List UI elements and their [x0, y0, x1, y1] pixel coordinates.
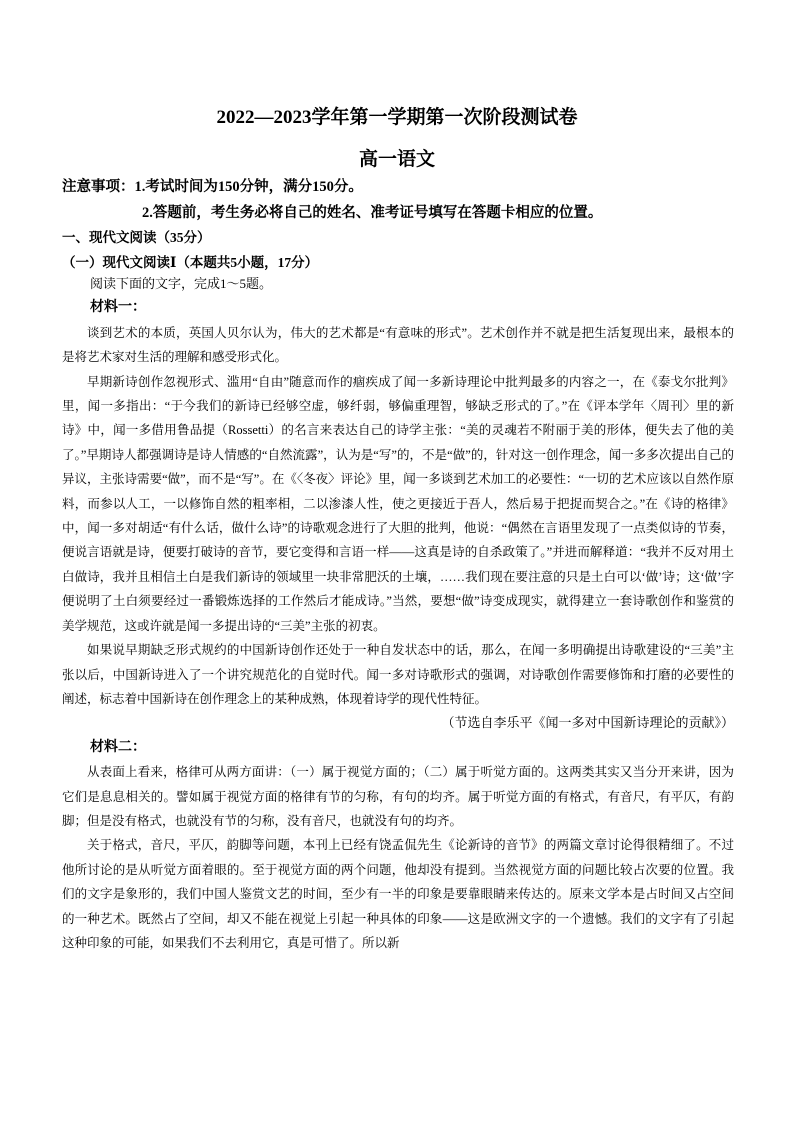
material-2-paragraph: 从表面上看来，格律可从两方面讲：（一）属于视觉方面的；（二）属于听觉方面的。这两类其实又当分开来讲，因为它们是息息相关的。譬如属于视觉方面的格律有节的匀称，有句的均齐。属于听觉方面的有格式，有音尺，有平仄，有韵脚；但是没有格式，也就没有节的匀称，没有音尺，也就没有句的均齐。 [62, 765, 734, 828]
reading-instruction: 阅读下面的文字，完成1～5题。 [90, 276, 273, 291]
notes-line-1: 注意事项：1.考试时间为150分钟，满分150分。 [62, 179, 363, 195]
material-1-label: 材料一： [90, 300, 146, 316]
reading-body [62, 272, 734, 955]
material-1-paragraph: 如果说早期缺乏形式规约的中国新诗创作还处于一种自发状态中的话，那么，在闻一多明确提出诗歌建设的“三美”主张以后，中国新诗进入了一个讲究规范化的自觉时代。闻一多对诗歌形式的强调，对诗歌创作需要修饰和打磨的必要性的阐述，标志着中国新诗在创作理念上的某种成熟，体现着诗学的现代性特征。 [62, 643, 734, 706]
material-1-paragraph: 谈到艺术的本质，英国人贝尔认为，伟大的艺术都是“有意味的形式”。艺术创作并不就是把生活复现出来，最根本的是将艺术家对生活的理解和感受形式化。 [62, 325, 734, 365]
section-heading: 一、现代文阅读（35分） [62, 230, 211, 245]
material-1-paragraph: 早期新诗创作忽视形式、滥用“自由”随意而作的痼疾成了闻一多新诗理论中批判最多的内容之一，在《泰戈尔批判》里，闻一多指出：“于今我们的新诗已经够空虚，够纤弱，够偏重理智，够缺乏形式的了。”在《评本学年〈周刊〉里的新诗》中，闻一多借用鲁品提（Rossetti）的名言来表达自己的诗学主张：“美的灵魂若不附丽于美的形体，便失去了他的美了。”早期诗人都强调诗是诗人情感的“自然流露”，认为是“写”的，不是“做”的，针对这一创作理念，闻一多多次提出自己的异议，主张诗需要“做”，而不是“写”。在《〈冬夜〉评论》里，闻一多谈到艺术加工的必要性：“一切的艺术应该以自然作原料，而参以人工，一以修饰自然的粗率相，二以渗漆人性，使之更接近于吾人，然后易于把捉而契合之。”在《诗的格律》中，闻一多对胡适“有什么话，做什么诗”的诗歌观念进行了大胆的批判，他说：“偶然在言语里发现了一点类似诗的节奏，便说言语就是诗，便要打破诗的音节，要它变得和言语一样——这真是诗的自杀政策了。”并进而解释道：“我并不反对用土白做诗，我并且相信土白是我们新诗的领域里一块非常肥沃的土壤，……我们现在要注意的只是土白可以‘做’诗；这‘做’字便说明了土白须要经过一番锻炼选择的工作然后才能成诗。”当然，要想“做”诗变成现实，就得建立一套诗歌创作和鉴赏的美学规范，这或许就是闻一多提出诗的“三美”主张的初衷。 [62, 374, 734, 633]
notes-line-2: 2.答题前，考生务必将自己的姓名、准考证号填写在答题卡相应的位置。 [142, 205, 603, 221]
subject-title: 高一语文 [358, 149, 435, 170]
material-2-paragraph: 关于格式，音尺，平仄，韵脚等问题，本刊上已经有饶孟侃先生《论新诗的音节》的两篇文章讨论得很精细了。不过他所讨论的是从听觉方面着眼的。至于视觉方面的两个问题，他却没有提到。当然视觉方面的问题比较占次要的位置。我们的文字是象形的，我们中国人鉴赏文艺的时间，至少有一半的印象是要靠眼睛来传达的。原来文学本是占时间又占空间的一种艺术。既然占了空间，却又不能在视觉上引起一种具体的印象——这是欧洲文字的一个遗憾。我们的文字有了引起这种印象的可能，如果我们不去利用它，真是可惜了。所以新 [62, 838, 734, 950]
material-1-source: （节选自李乐平《闻一多对中国新诗理论的贡献》） [441, 715, 734, 731]
exam-title: 2022—2023学年第一学期第一次阶段测试卷 [216, 107, 578, 128]
subsection-heading: （一）现代文阅读Ⅰ（本题共5小题，17分） [62, 255, 319, 270]
material-2-label: 材料二： [90, 739, 146, 755]
